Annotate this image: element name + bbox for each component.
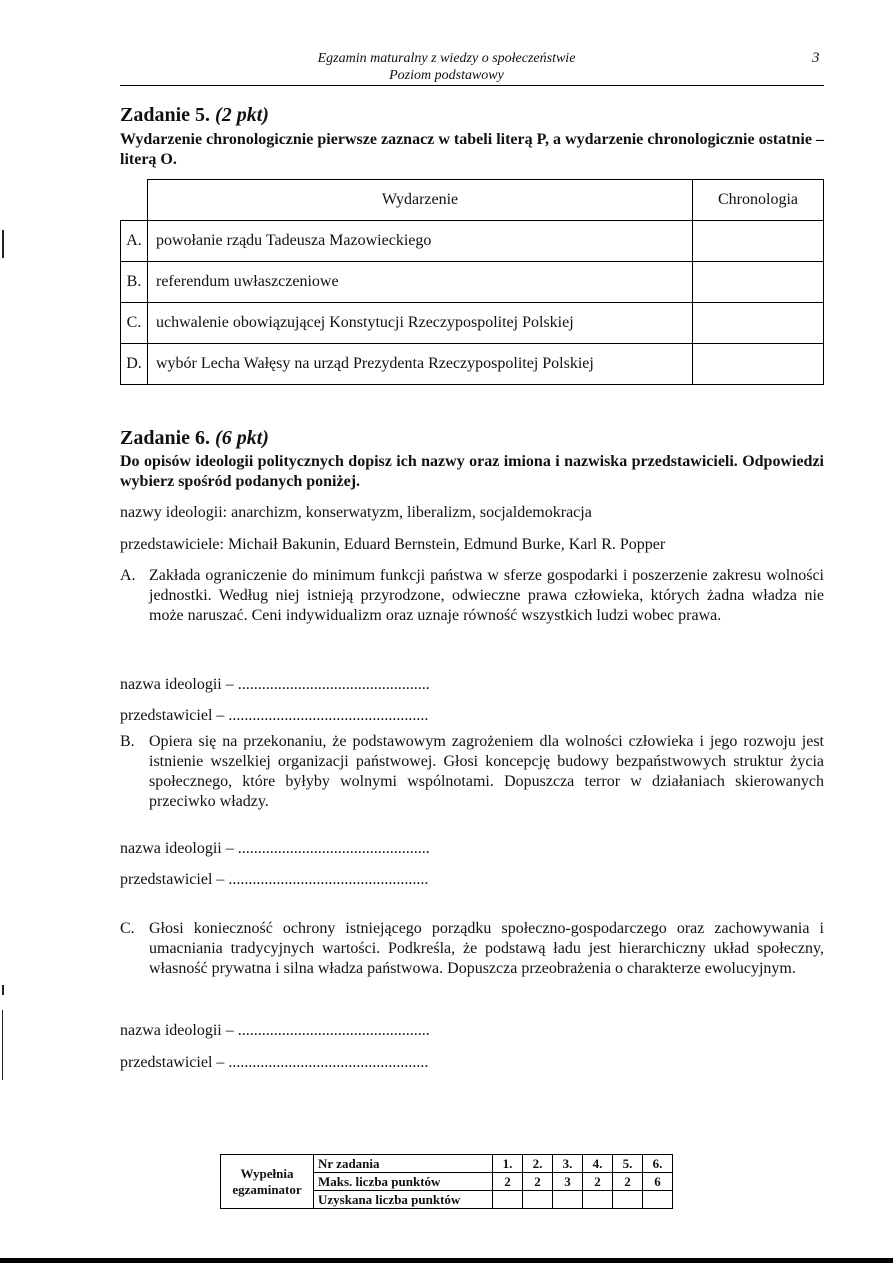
task-number: 2. <box>523 1155 553 1173</box>
row-letter: C. <box>121 303 148 344</box>
item-text: Opiera się na przekonaniu, że podstawowym zagrożeniem dla wolności człowieka i jego rozwoju jest istnienie wszelkiej organizacji państwowej. Głosi koncepcję budowy bezpaństwowych struktur życia społecznego, które byłyby wolnymi wspólnotami. Dopuszcza terror w działaniach skierowanych przeciwko władzy. <box>149 733 824 810</box>
row-label-task-number: Nr zadania <box>314 1155 493 1173</box>
exam-title: Egzamin maturalny z wiedzy o społeczeństwie <box>317 51 576 66</box>
obtained-points-cell[interactable] <box>523 1191 553 1209</box>
row-label-max-points: Maks. liczba punktów <box>314 1173 493 1191</box>
task5-points: (2 pkt) <box>215 104 269 126</box>
item-letter: C. <box>120 920 135 937</box>
exam-level: Poziom podstawowy <box>389 68 504 83</box>
chronology-answer-cell[interactable] <box>693 344 824 385</box>
ideology-options: nazwy ideologii: anarchizm, konserwatyzm, liberalizm, socjaldemokracja <box>120 504 592 521</box>
score-table <box>220 1154 673 1209</box>
task6-instruction: Do opisów ideologii politycznych dopisz ich nazwy oraz imiona i nazwiska przedstawicieli. Odpowiedzi wybierz spośród podanych poniżej. <box>120 453 824 490</box>
row-event: referendum uwłaszczeniowe <box>148 262 693 303</box>
max-points: 2 <box>523 1173 553 1191</box>
max-points: 2 <box>613 1173 643 1191</box>
max-points: 6 <box>643 1173 673 1191</box>
page-number: 3 <box>812 50 820 66</box>
row-letter: D. <box>121 344 148 385</box>
filled-by-examiner: Wypełnia egzaminator <box>221 1155 314 1209</box>
item-text: Głosi konieczność ochrony istniejącego porządku społeczno-gospodarczego oraz zachowywania i umacniania tradycyjnych wartości. Podkreśla, że podstawą ładu jest hierarchiczny układ społeczny, własność prywatna i silna władza państwowa. Dopuszcza przeobrażenia o charakterze ewolucyjnym. <box>149 920 824 977</box>
answer-representative-a[interactable]: przedstawiciel – .................................................. <box>120 707 429 724</box>
scan-edge-mark <box>2 985 4 995</box>
chronology-answer-cell[interactable] <box>693 262 824 303</box>
row-event: wybór Lecha Wałęsy na urząd Prezydenta Rzeczypospolitej Polskiej <box>148 344 693 385</box>
row-event: uchwalenie obowiązującej Konstytucji Rzeczypospolitej Polskiej <box>148 303 693 344</box>
description-item-a <box>120 566 824 626</box>
row-letter: B. <box>121 262 148 303</box>
obtained-points-cell[interactable] <box>493 1191 523 1209</box>
table-row <box>121 344 824 385</box>
scan-edge-mark <box>2 230 4 258</box>
chronology-answer-cell[interactable] <box>693 221 824 262</box>
task5-instruction: Wydarzenie chronologicznie pierwsze zaznacz w tabeli literą P, a wydarzenie chronologicznie ostatnie – literą O. <box>120 131 824 168</box>
row-label-obtained-points: Uzyskana liczba punktów <box>314 1191 493 1209</box>
item-letter: A. <box>120 567 136 584</box>
obtained-points-cell[interactable] <box>643 1191 673 1209</box>
answer-ideology-a[interactable]: nazwa ideologii – ................................................ <box>120 676 430 693</box>
task6-title: Zadanie 6. <box>120 427 211 449</box>
table-row <box>121 262 824 303</box>
task6-points: (6 pkt) <box>215 427 269 449</box>
representative-options: przedstawiciele: Michaił Bakunin, Eduard Bernstein, Edmund Burke, Karl R. Popper <box>120 536 666 553</box>
task-number: 3. <box>553 1155 583 1173</box>
table-row <box>121 303 824 344</box>
task5-title: Zadanie 5. <box>120 104 211 126</box>
max-points: 2 <box>583 1173 613 1191</box>
row-letter: A. <box>121 221 148 262</box>
answer-representative-b[interactable]: przedstawiciel – .................................................. <box>120 871 429 888</box>
task-number: 6. <box>643 1155 673 1173</box>
max-points: 3 <box>553 1173 583 1191</box>
description-item-c <box>120 919 824 979</box>
scan-edge-mark <box>2 1010 3 1080</box>
description-item-b <box>120 732 824 812</box>
task6-heading <box>120 427 269 450</box>
task5-heading <box>120 104 269 127</box>
col-header-chronology: Chronologia <box>693 180 824 221</box>
table-corner <box>121 180 148 221</box>
answer-ideology-b[interactable]: nazwa ideologii – ................................................ <box>120 840 430 857</box>
col-header-event: Wydarzenie <box>148 180 693 221</box>
max-points: 2 <box>493 1173 523 1191</box>
row-event: powołanie rządu Tadeusza Mazowieckiego <box>148 221 693 262</box>
task-number: 1. <box>493 1155 523 1173</box>
task-number: 5. <box>613 1155 643 1173</box>
chronology-table <box>120 179 824 385</box>
scan-bottom-bar <box>0 1258 893 1263</box>
answer-representative-c[interactable]: przedstawiciel – .................................................. <box>120 1054 429 1071</box>
chronology-answer-cell[interactable] <box>693 303 824 344</box>
obtained-points-cell[interactable] <box>553 1191 583 1209</box>
task-number: 4. <box>583 1155 613 1173</box>
obtained-points-cell[interactable] <box>583 1191 613 1209</box>
header-rule <box>120 85 824 86</box>
obtained-points-cell[interactable] <box>613 1191 643 1209</box>
table-row <box>121 221 824 262</box>
answer-ideology-c[interactable]: nazwa ideologii – ................................................ <box>120 1022 430 1039</box>
item-letter: B. <box>120 733 135 750</box>
item-text: Zakłada ograniczenie do minimum funkcji państwa w sferze gospodarki i poszerzenie zakresu wolności jednostki. Według niej istnieją przyrodzone, odwieczne prawa człowieka, których żadna władza nie może naruszać. Ceni indywidualizm oraz uznaje równość wszystkich ludzi wobec prawa. <box>149 567 824 624</box>
